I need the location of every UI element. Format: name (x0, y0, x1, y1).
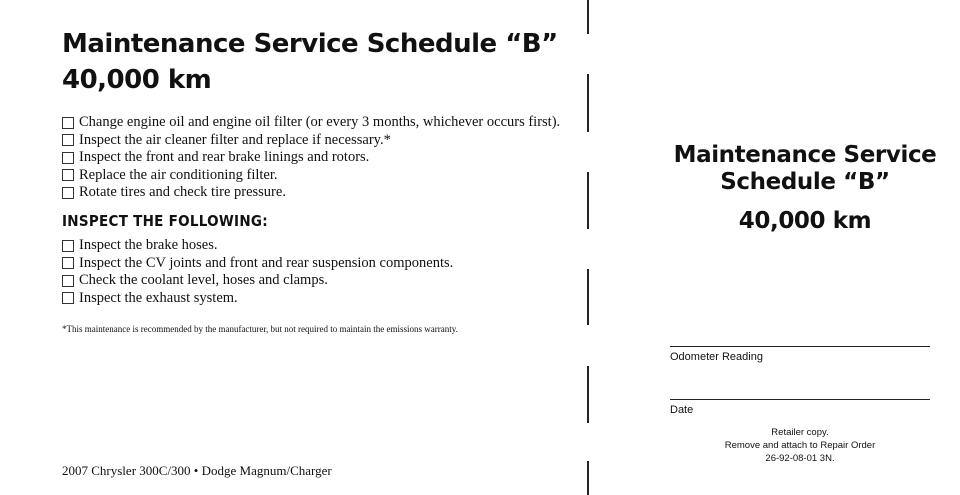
odometer-label: Odometer Reading (670, 351, 763, 363)
date-field[interactable] (670, 399, 930, 400)
task-text: Inspect the CV joints and front and rear suspension components. (79, 254, 454, 271)
task-text: Inspect the front and rear brake linings and rotors. (79, 149, 370, 166)
footnote: *This maintenance is recommended by the manufacturer, but not required to maintain the emissions warranty. (62, 324, 458, 334)
retailer-line: Retailer copy. (771, 427, 829, 438)
retailer-line: 26-92-08-01 3N. (765, 453, 835, 464)
perforation-line (587, 269, 589, 325)
perforation-line (587, 172, 589, 229)
checkbox-icon[interactable] (62, 292, 74, 304)
checkbox-icon[interactable] (62, 169, 74, 181)
list-item (62, 290, 453, 308)
service-task-list (62, 114, 560, 202)
page-footer: 2007 Chrysler 300C/300 • Dodge Magnum/Charger (62, 463, 332, 478)
card-title-line: Maintenance Service (673, 142, 937, 168)
mileage-heading: 40,000 km (62, 65, 212, 95)
retailer-note (670, 426, 930, 465)
perforation-line (587, 461, 589, 495)
list-item (62, 255, 453, 273)
perforation-line (587, 0, 589, 34)
task-text: Inspect the air cleaner filter and replace if necessary.* (79, 131, 391, 148)
card-title-line: Schedule “B” (720, 169, 890, 195)
checkbox-icon[interactable] (62, 187, 74, 199)
list-item (62, 272, 453, 290)
inspect-heading: INSPECT THE FOLLOWING: (62, 212, 268, 230)
checkbox-icon[interactable] (62, 275, 74, 287)
list-item (62, 132, 560, 150)
odometer-field[interactable] (670, 346, 930, 347)
list-item (62, 167, 560, 185)
card-mileage: 40,000 km (738, 208, 872, 234)
task-text: Inspect the exhaust system. (79, 289, 238, 306)
checkbox-icon[interactable] (62, 240, 74, 252)
inspect-list (62, 237, 453, 307)
list-item (62, 237, 453, 255)
checkbox-icon[interactable] (62, 257, 74, 269)
list-item (62, 149, 560, 167)
checkbox-icon[interactable] (62, 117, 74, 129)
task-text: Inspect the brake hoses. (79, 237, 218, 254)
date-label: Date (670, 404, 694, 416)
task-text: Change engine oil and engine oil filter (or every 3 months, whichever occurs first). (79, 114, 561, 131)
page-title: Maintenance Service Schedule “B” (62, 29, 558, 59)
retailer-line: Remove and attach to Repair Order (724, 440, 876, 451)
perforation-line (587, 366, 589, 423)
task-text: Check the coolant level, hoses and clamps. (79, 272, 328, 289)
task-text: Replace the air conditioning filter. (79, 166, 278, 183)
task-text: Rotate tires and check tire pressure. (79, 184, 286, 201)
card-title (670, 142, 940, 196)
perforation-line (587, 74, 589, 132)
list-item (62, 114, 560, 132)
checkbox-icon[interactable] (62, 134, 74, 146)
list-item (62, 184, 560, 202)
checkbox-icon[interactable] (62, 152, 74, 164)
